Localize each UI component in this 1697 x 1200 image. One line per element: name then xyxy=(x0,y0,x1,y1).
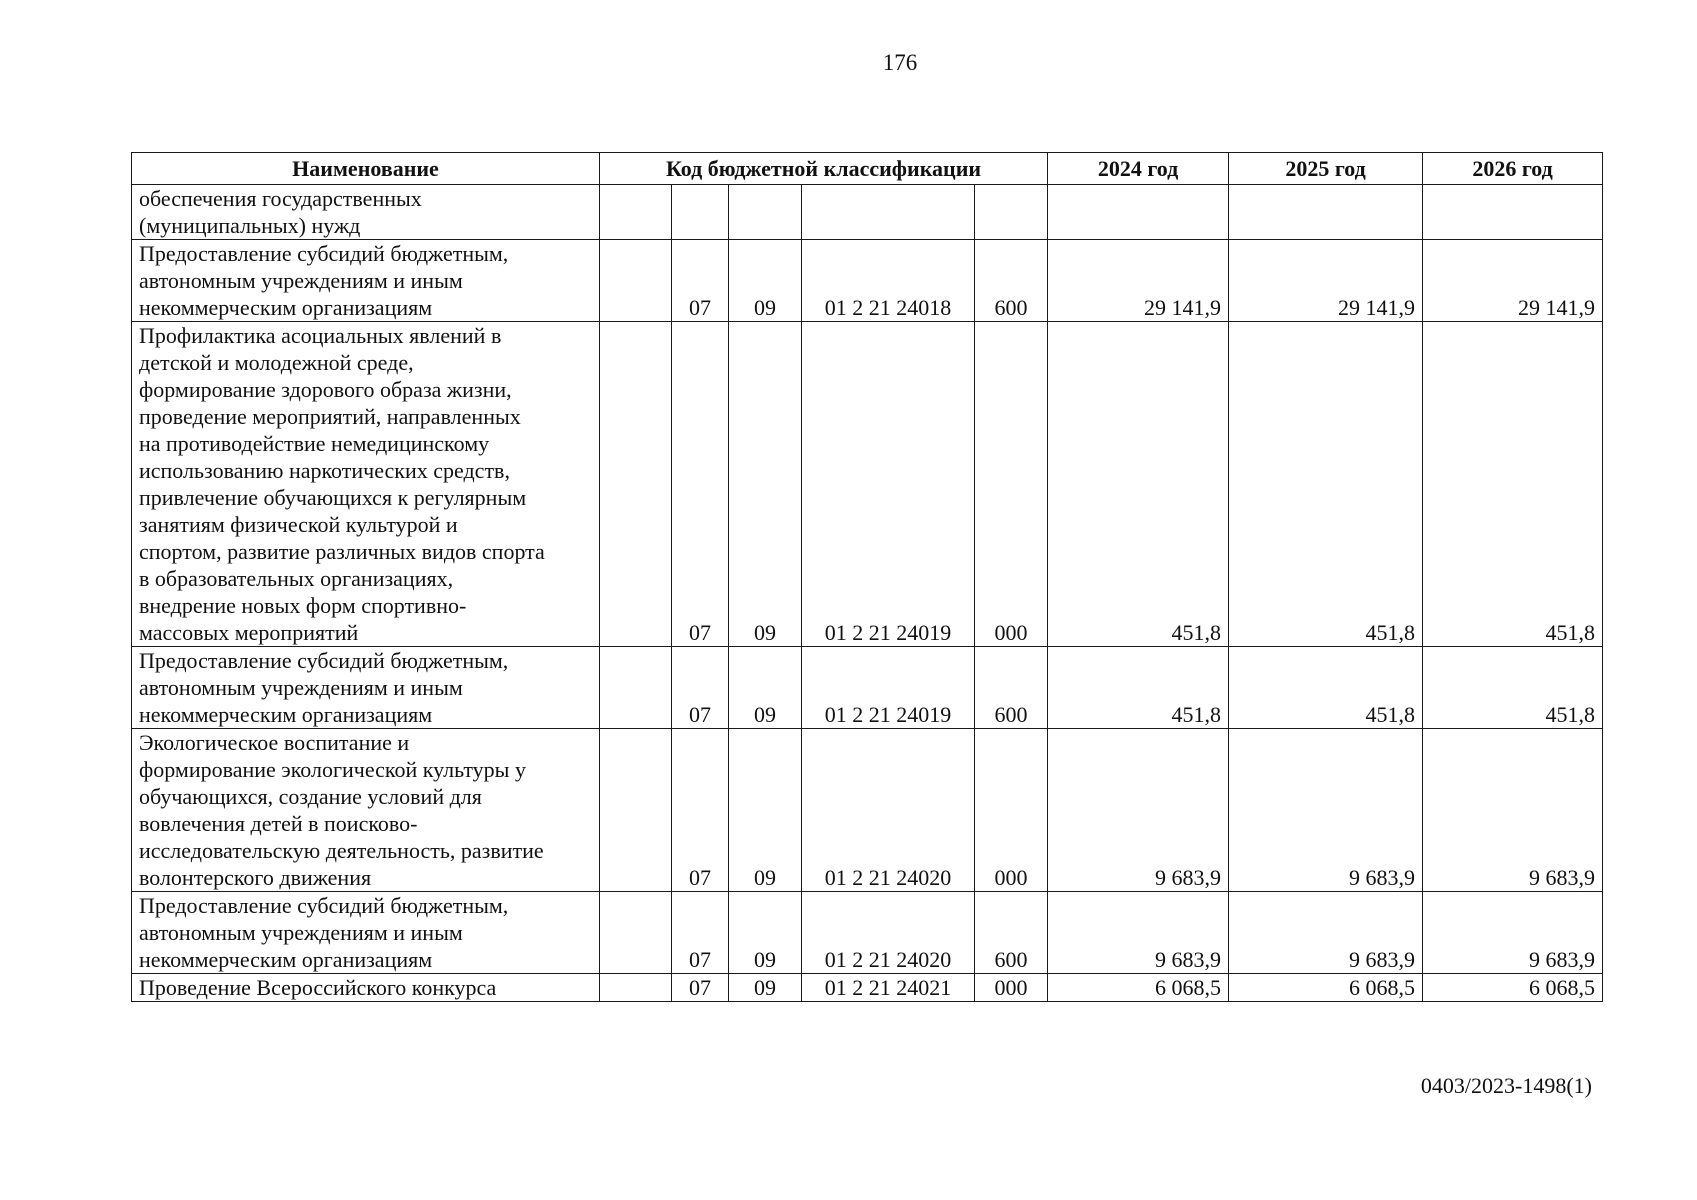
cell-name: Предоставление субсидий бюджетным, автономным учреждениям и иным некоммерческим организациям xyxy=(132,240,600,322)
cell-expense-type: 000 xyxy=(975,974,1048,1002)
cell-value-2025: 6 068,5 xyxy=(1229,974,1423,1002)
cell-target-article xyxy=(802,185,975,240)
cell-name: Экологическое воспитание и формирование экологической культуры у обучающихся, создание условий для вовлечения детей в поисково- исследовательскую деятельность, развитие волонтерского движения xyxy=(132,729,600,892)
cell-value-2024: 29 141,9 xyxy=(1048,240,1229,322)
table-header-row xyxy=(132,153,1603,185)
cell-subsection: 09 xyxy=(729,729,802,892)
cell-value-2025: 9 683,9 xyxy=(1229,892,1423,974)
header-2024: 2024 год xyxy=(1048,153,1229,185)
cell-subsection: 09 xyxy=(729,892,802,974)
cell-value-2025 xyxy=(1229,185,1423,240)
cell-subsection: 09 xyxy=(729,240,802,322)
cell-value-2026: 9 683,9 xyxy=(1423,729,1603,892)
document-id: 0403/2023-1498(1) xyxy=(1420,1073,1592,1098)
cell-expense-type: 000 xyxy=(975,322,1048,647)
cell-name: обеспечения государственных (муниципальных) нужд xyxy=(132,185,600,240)
cell-name: Профилактика асоциальных явлений в детской и молодежной среде, формирование здорового образа жизни, проведение мероприятий, направленных на противодействие немедицинскому использованию наркотических средств, привлечение обучающихся к регулярным занятиям физической культурой и спортом, развитие различных видов спорта в образовательных организациях, внедрение новых форм спортивно- массовых мероприятий xyxy=(132,322,600,647)
header-code: Код бюджетной классификации xyxy=(600,153,1048,185)
cell-section: 07 xyxy=(672,647,729,729)
cell-value-2025: 29 141,9 xyxy=(1229,240,1423,322)
cell-value-2024: 9 683,9 xyxy=(1048,729,1229,892)
cell-expense-type: 600 xyxy=(975,240,1048,322)
cell-value-2026 xyxy=(1423,185,1603,240)
cell-section: 07 xyxy=(672,892,729,974)
table-row xyxy=(132,322,1603,647)
cell-section xyxy=(672,185,729,240)
cell-section: 07 xyxy=(672,974,729,1002)
cell-subsection: 09 xyxy=(729,974,802,1002)
cell-target-article: 01 2 21 24020 xyxy=(802,729,975,892)
cell-value-2025: 451,8 xyxy=(1229,322,1423,647)
table-row xyxy=(132,974,1603,1002)
table-row xyxy=(132,185,1603,240)
cell-code-0 xyxy=(600,892,672,974)
page-number: 176 xyxy=(882,50,918,75)
cell-target-article: 01 2 21 24018 xyxy=(802,240,975,322)
budget-table xyxy=(131,152,1603,1002)
header-2026: 2026 год xyxy=(1423,153,1603,185)
cell-expense-type: 000 xyxy=(975,729,1048,892)
cell-value-2026: 29 141,9 xyxy=(1423,240,1603,322)
cell-code-0 xyxy=(600,185,672,240)
cell-expense-type: 600 xyxy=(975,647,1048,729)
cell-expense-type xyxy=(975,185,1048,240)
cell-code-0 xyxy=(600,974,672,1002)
cell-name: Проведение Всероссийского конкурса xyxy=(132,974,600,1002)
cell-value-2025: 451,8 xyxy=(1229,647,1423,729)
table-row xyxy=(132,647,1603,729)
cell-target-article: 01 2 21 24019 xyxy=(802,322,975,647)
cell-value-2024: 9 683,9 xyxy=(1048,892,1229,974)
cell-section: 07 xyxy=(672,240,729,322)
cell-section: 07 xyxy=(672,322,729,647)
table-row xyxy=(132,729,1603,892)
cell-subsection: 09 xyxy=(729,647,802,729)
cell-value-2024 xyxy=(1048,185,1229,240)
cell-target-article: 01 2 21 24019 xyxy=(802,647,975,729)
cell-target-article: 01 2 21 24020 xyxy=(802,892,975,974)
cell-code-0 xyxy=(600,322,672,647)
header-2025: 2025 год xyxy=(1229,153,1423,185)
header-name: Наименование xyxy=(132,153,600,185)
cell-name: Предоставление субсидий бюджетным, автономным учреждениям и иным некоммерческим организациям xyxy=(132,892,600,974)
cell-code-0 xyxy=(600,240,672,322)
table-row xyxy=(132,892,1603,974)
cell-value-2024: 6 068,5 xyxy=(1048,974,1229,1002)
cell-name: Предоставление субсидий бюджетным, автономным учреждениям и иным некоммерческим организациям xyxy=(132,647,600,729)
cell-target-article: 01 2 21 24021 xyxy=(802,974,975,1002)
cell-subsection xyxy=(729,185,802,240)
table-body xyxy=(132,185,1603,1002)
cell-expense-type: 600 xyxy=(975,892,1048,974)
cell-code-0 xyxy=(600,647,672,729)
cell-value-2026: 6 068,5 xyxy=(1423,974,1603,1002)
table-row xyxy=(132,240,1603,322)
cell-value-2026: 451,8 xyxy=(1423,322,1603,647)
cell-value-2024: 451,8 xyxy=(1048,322,1229,647)
cell-value-2025: 9 683,9 xyxy=(1229,729,1423,892)
cell-subsection: 09 xyxy=(729,322,802,647)
cell-code-0 xyxy=(600,729,672,892)
cell-value-2026: 9 683,9 xyxy=(1423,892,1603,974)
cell-value-2026: 451,8 xyxy=(1423,647,1603,729)
cell-section: 07 xyxy=(672,729,729,892)
cell-value-2024: 451,8 xyxy=(1048,647,1229,729)
